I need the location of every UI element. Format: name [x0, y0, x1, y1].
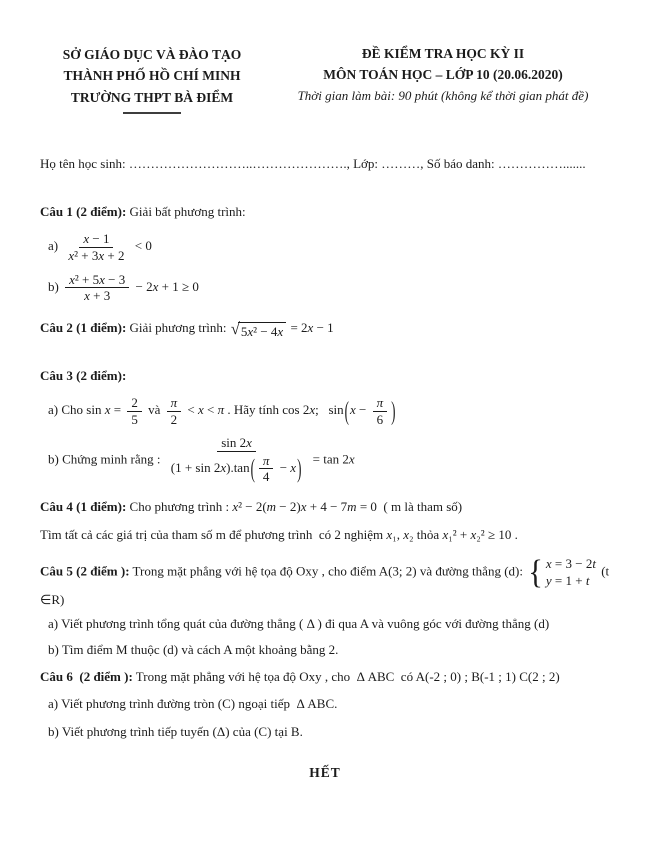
exam-subject-line: MÔN TOÁN HỌC – LỚP 10 (20.06.2020): [323, 66, 563, 82]
fraction-denominator: [259, 469, 274, 485]
bold-run: Câu 5 (2 điểm ):: [40, 563, 130, 579]
math-variable: x: [309, 402, 316, 418]
document-line: [40, 555, 628, 610]
text-run: Trong mặt phẳng với hệ tọa độ Oxy , cho điểm A(3; 2) và đường thẳng (d):: [129, 563, 527, 579]
fraction: [373, 395, 388, 427]
text-run: (1 + sin 2: [170, 459, 221, 475]
bold-run: Câu 4 (1 điểm):: [40, 498, 127, 514]
text-run: Giải phương trình:: [126, 319, 230, 335]
math-variable: t: [592, 555, 596, 571]
end-marker: HẾT: [309, 765, 341, 781]
radical-sign-icon: √: [230, 318, 240, 338]
stretch-paren: (: [250, 453, 255, 484]
fraction-numerator: [79, 231, 113, 248]
text-run: − 2: [132, 278, 153, 294]
document-line: [40, 230, 628, 264]
math-variable: x: [470, 527, 477, 543]
fraction-denominator: [373, 412, 388, 428]
math-variable: x: [348, 451, 355, 467]
text-run: + 3: [89, 288, 111, 304]
document-line: [40, 366, 628, 386]
department-line: SỞ GIÁO DỤC VÀ ĐÀO TẠO: [62, 47, 242, 62]
text-run: b) Viết phương trình tiếp tuyến (Δ) của (C) tại B.: [48, 723, 303, 739]
text-run: 2: [131, 394, 138, 410]
math-variable: x: [152, 278, 159, 294]
stretch-paren: ): [297, 453, 302, 484]
math-variable: π: [376, 394, 384, 410]
math-variable: t: [585, 573, 590, 589]
school-name-line: TRƯỜNG THPT BÀ ĐIỂM: [70, 89, 234, 105]
text-run: <: [184, 402, 198, 418]
math-variable: x: [99, 271, 105, 287]
math-variable: x: [68, 248, 75, 264]
text-run: a) Viết phương trình đường tròn (C) ngoại tiếp Δ ABC.: [48, 696, 338, 712]
text-run: ² − 4: [253, 323, 278, 339]
question-lines: [0, 202, 650, 741]
document-line: [40, 525, 628, 545]
text-run: + 1 ≥ 0: [158, 278, 199, 294]
fraction-numerator: [259, 453, 274, 470]
text-run: . Hãy tính cos 2: [224, 402, 310, 418]
text-run: 5: [131, 411, 138, 427]
text-run: a) Cho sin: [48, 402, 105, 418]
text-run: 4: [262, 469, 270, 485]
radicand: [238, 322, 286, 340]
square-root: [230, 318, 286, 340]
math-variable: π: [262, 452, 270, 468]
text-run: < 0: [131, 238, 152, 254]
brace-glyph-icon: {: [528, 553, 543, 592]
text-run: − 3: [104, 271, 126, 287]
text-run: −: [355, 402, 370, 418]
text-run: ; sin: [315, 402, 344, 418]
fraction-denominator: [127, 412, 142, 428]
math-variable: x: [442, 527, 449, 543]
system-line: [546, 572, 596, 590]
math-variable: x: [247, 323, 254, 339]
header-underline-rule: [123, 112, 181, 114]
fraction-denominator: [167, 412, 182, 428]
math-variable: x: [386, 527, 393, 543]
fraction-numerator: [127, 395, 142, 412]
text-run: Tìm tất cả các giá trị của tham số m để phương trình có 2 nghiệm: [40, 527, 387, 543]
student-info-line: Họ tên học sinh: ………………………..…………………., Lớp: ………, Số báo danh: …………….......: [40, 155, 586, 171]
math-variable: x: [220, 459, 227, 475]
fraction-denominator: [167, 452, 307, 486]
text-run: Trong mặt phẳng với hệ tọa độ Oxy , cho Δ ABC có A(-2 ; 0) ; B(-1 ; 1) C(2 ; 2): [132, 668, 560, 684]
fraction-denominator: [80, 288, 114, 304]
document-line: [40, 202, 628, 222]
bold-run: Câu 6 (2 điểm ):: [40, 668, 133, 684]
math-variable: m: [347, 498, 357, 514]
school-block: [40, 44, 264, 114]
math-variable: x: [307, 319, 314, 335]
document-line: [40, 640, 628, 660]
fraction-numerator: [167, 395, 182, 412]
document-line: [40, 722, 628, 742]
math-variable: x: [98, 248, 105, 264]
bold-run: Câu 1 (2 điểm):: [40, 203, 127, 219]
math-variable: x: [232, 498, 239, 514]
system-lines: [546, 555, 596, 590]
text-run: + 4 − 7: [306, 498, 348, 514]
equation-system: [528, 555, 596, 590]
text-run: − 1: [89, 231, 110, 247]
fraction: [167, 395, 182, 427]
text-run: ₂² ≥ 10 .: [476, 527, 518, 543]
text-run: ² + 5: [74, 271, 100, 287]
text-run: và: [144, 402, 164, 418]
fraction-numerator: [217, 435, 256, 452]
document-line: [40, 318, 628, 340]
document-line: [40, 497, 628, 517]
text-run: 2: [170, 411, 178, 427]
fraction: [259, 453, 274, 485]
fraction: [167, 435, 307, 486]
math-variable: x: [300, 498, 307, 514]
bold-run: Câu 3 (2 điểm):: [40, 368, 127, 384]
math-variable: x: [545, 555, 552, 571]
document-line: [40, 614, 628, 634]
math-variable: x: [69, 271, 75, 287]
text-run: = 2: [287, 319, 308, 335]
fraction-numerator: [65, 272, 129, 289]
text-run: ₂ thỏa: [409, 527, 443, 543]
text-run: ).tan: [226, 459, 250, 475]
document-header: [0, 0, 650, 114]
text-run: = 1 +: [551, 573, 586, 589]
text-run: Cho phương trình :: [126, 498, 233, 514]
stretch-paren: (: [344, 395, 349, 426]
math-variable: x: [83, 231, 90, 247]
text-run: =: [110, 402, 125, 418]
fraction: [127, 395, 142, 427]
fraction-denominator: [64, 248, 128, 264]
text-run: = 0 ( m là tham số): [356, 498, 463, 514]
text-run: b): [48, 278, 63, 294]
text-run: ² + 3: [74, 248, 99, 264]
text-run: − 1: [313, 319, 334, 335]
math-variable: x: [246, 435, 252, 451]
text-run: 6: [376, 411, 384, 427]
text-run: ² − 2(: [238, 498, 267, 514]
math-variable: x: [290, 459, 297, 475]
text-run: b) Chứng minh rằng :: [48, 451, 164, 467]
text-run: a): [48, 238, 62, 254]
document-line: [40, 271, 628, 305]
math-variable: x: [277, 323, 284, 339]
math-variable: x: [104, 402, 111, 418]
fraction-numerator: [373, 395, 388, 412]
fraction: [64, 231, 128, 263]
text-run: sin 2: [221, 435, 247, 451]
city-line: THÀNH PHỐ HỒ CHÍ MINH: [63, 68, 241, 84]
math-variable: x: [350, 402, 356, 418]
math-variable: m: [266, 498, 277, 514]
document-line: [40, 434, 628, 487]
stretch-paren: ): [391, 395, 396, 426]
math-variable: x: [84, 288, 90, 304]
text-run: Giải bất phương trình:: [126, 203, 246, 219]
text-run: = 3 − 2: [551, 555, 593, 571]
text-run: + 2: [104, 248, 125, 264]
text-run: = tan 2: [309, 451, 349, 467]
document-line: [40, 667, 628, 687]
math-variable: x: [403, 527, 410, 543]
text-run: − 2): [276, 498, 301, 514]
text-run: <: [203, 402, 218, 418]
text-run: 5: [240, 323, 248, 339]
exam-title-block: [264, 44, 622, 114]
math-variable: π: [170, 394, 178, 410]
bold-run: Câu 2 (1 điểm):: [40, 319, 127, 335]
text-run: −: [276, 459, 291, 475]
math-variable: x: [197, 402, 204, 418]
text-run: ₁,: [392, 527, 404, 543]
system-line: [546, 555, 596, 573]
math-variable: π: [217, 402, 225, 418]
text-run: a) Viết phương trình tổng quát của đường thẳng ( Δ ) đi qua A và vuông góc với đường thẳng (d): [48, 615, 550, 631]
math-variable: y: [545, 573, 552, 589]
text-run: ₁² +: [448, 527, 471, 543]
exam-duration-line: Thời gian làm bài: 90 phút (không kể thời gian phát đề): [297, 87, 589, 103]
document-line: [40, 694, 628, 714]
exam-title: ĐỀ KIỂM TRA HỌC KỲ II: [361, 46, 525, 61]
document-line: [40, 394, 628, 428]
fraction: [65, 272, 129, 304]
text-run: b) Tìm điểm M thuộc (d) và cách A một khoảng bằng 2.: [48, 642, 339, 658]
text-run: (t ∈R): [40, 563, 613, 608]
